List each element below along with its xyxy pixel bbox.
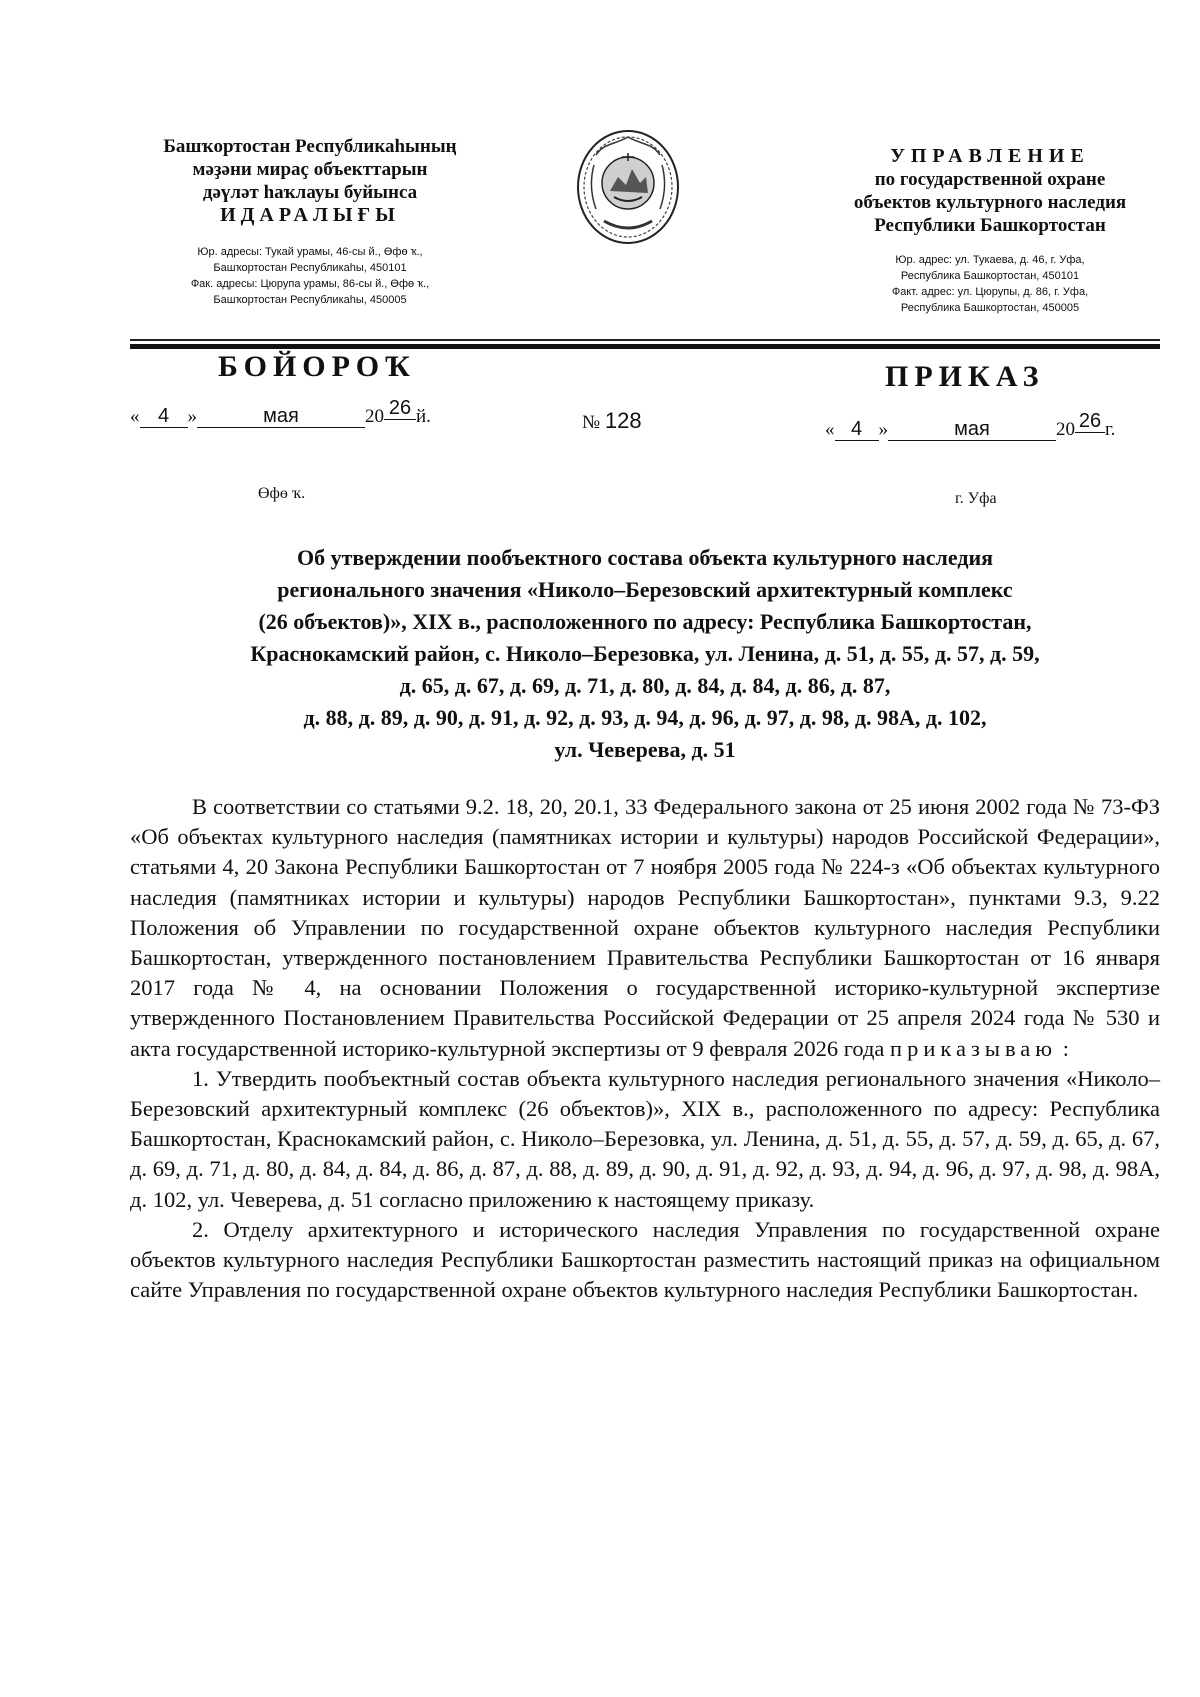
date-close-quote: » — [187, 406, 197, 427]
heading-bashkir: БОЙОРОҠ — [218, 350, 416, 383]
date-suffix: г. — [1105, 419, 1116, 440]
city-bashkir: Өфө ҡ. — [258, 485, 306, 502]
bashkir-name-line: дәүләт һаҡлауы буйынса — [202, 182, 418, 203]
title-line: ул. Чеверева, д. 51 — [554, 737, 736, 762]
header-rule-thick — [130, 344, 1160, 349]
date-close-quote: » — [878, 419, 888, 440]
russian-name-spaced: УПРАВЛЕНИЕ — [890, 145, 1090, 167]
bashkir-agency-name — [110, 135, 510, 227]
bashkir-address-line: Фак. адресы: Цюрупа урамы, 86-сы й., Өфө ҡ., — [190, 278, 430, 290]
russian-agency-name — [800, 145, 1180, 237]
date-year: 26 — [384, 397, 416, 420]
heading-russian: ПРИКАЗ — [885, 360, 1045, 393]
bashkir-address-line: Башҡортостан Республикаһы, 450101 — [213, 262, 407, 274]
document-body — [130, 792, 1160, 1305]
number-label: № — [582, 412, 601, 433]
russian-name-line: по государственной охране — [874, 169, 1106, 190]
russian-address-line: Факт. адрес: ул. Цюрупы, д. 86, г. Уфа, — [891, 286, 1089, 298]
bashkir-address-line: Юр. адресы: Тукай урамы, 46-сы й., Өфө ҡ., — [197, 246, 423, 258]
date-month: мая — [888, 418, 1056, 441]
coat-of-arms-icon — [574, 125, 682, 247]
russian-name-line: Республики Башкортостан — [874, 215, 1106, 236]
date-month: мая — [197, 405, 365, 428]
date-year: 26 — [1075, 410, 1105, 433]
bashkir-name-line: Башҡортостан Республикаһының — [163, 136, 457, 157]
title-line: Об утверждении пообъектного состава объекта культурного наследия — [296, 545, 994, 570]
date-suffix: й. — [416, 406, 431, 427]
city-russian: г. Уфа — [955, 490, 997, 507]
date-open-quote: « — [825, 419, 835, 440]
russian-name-line: объектов культурного наследия — [853, 192, 1127, 213]
date-open-quote: « — [130, 406, 140, 427]
preamble-text: В соответствии со статьями 9.2. 18, 20, 20.1, 33 Федерального закона от 25 июня 2002 года № 73-ФЗ «Об объектах культурного наследия (памятниках истории и культуры) народов Российской Федерации», статьями 4, 20 Закона Республики Башкортостан от 7 ноября 2005 года № 224-з «Об объектах культурного наследия (памятниках истории и культуры) народов Республики Башкортостан», пунктами 9.3, 9.22 Положения об Управлении по государственной охране объектов культурного наследия Республики Башкортостан, утвержденного постановлением Правительства Республики Башкортостан от 16 января 2017 года № 4, на основании Положения о государственной историко-культурной экспертизе утвержденного Постановлением Правительства Российской Федерации от 25 апреля 2024 года № 530 и акта государственной историко-культурной экспертизы от 9 февраля 2026 года — [130, 794, 1160, 1061]
title-line: (26 объектов)», XIX в., расположенного по адресу: Республика Башкортостан, — [258, 609, 1032, 634]
document-title — [130, 542, 1160, 766]
order-number — [582, 408, 642, 434]
title-line: Краснокамский район, с. Николо–Березовка, ул. Ленина, д. 51, д. 55, д. 57, д. 59, — [250, 641, 1040, 666]
bashkir-name-line: мәҙәни мираҫ объекттарын — [192, 159, 428, 180]
russian-address-line: Республика Башкортостан, 450005 — [900, 302, 1080, 314]
order-colon: : — [1062, 1035, 1069, 1061]
item-2-paragraph: 2. Отделу архитектурного и исторического наследия Управления по государственной охране объектов культурного наследия Республики Башкортостан разместить настоящий приказ на официальном сайте Управления по государственной охране объектов культурного наследия Республики Башкортостан. — [130, 1216, 1160, 1303]
russian-address-line: Республика Башкортостан, 450101 — [900, 270, 1080, 282]
date-day: 4 — [835, 418, 879, 441]
bashkir-address — [130, 244, 490, 308]
preamble-paragraph — [130, 792, 1160, 1064]
date-year-prefix: 20 — [365, 406, 384, 427]
date-year-prefix: 20 — [1056, 419, 1075, 440]
number-value: 128 — [604, 408, 642, 433]
header-rule-thin — [130, 339, 1160, 341]
bashkir-address-line: Башҡортостан Республикаһы, 450005 — [213, 294, 407, 306]
title-line: д. 65, д. 67, д. 69, д. 71, д. 80, д. 84, д. 84, д. 86, д. 87, — [399, 673, 891, 698]
date-russian — [825, 410, 1116, 441]
russian-address — [800, 252, 1180, 316]
title-line: регионального значения «Николо–Березовский архитектурный комплекс — [277, 577, 1013, 602]
date-bashkir — [130, 397, 431, 428]
item-1-paragraph: 1. Утвердить пообъектный состав объекта культурного наследия регионального значения «Николо–Березовский архитектурный комплекс (26 объектов)», XIX в., расположенного по адресу: Республика Башкортостан, Краснокамский район, с. Николо–Березовка, ул. Ленина, д. 51, д. 55, д. 57, д. 59, д. 65, д. 67, д. 69, д. 71, д. 80, д. 84, д. 84, д. 86, д. 87, д. 88, д. 89, д. 90, д. 91, д. 92, д. 93, д. 94, д. 96, д. 97, д. 98, д. 98А, д. 102, ул. Чеверева, д. 51 согласно приложению к настоящему приказу. — [130, 1065, 1160, 1212]
bashkir-name-spaced: ИДАРАЛЫҒЫ — [220, 204, 400, 226]
title-line: д. 88, д. 89, д. 90, д. 91, д. 92, д. 93, д. 94, д. 96, д. 97, д. 98, д. 98А, д. 102, — [303, 705, 987, 730]
order-word: приказываю — [890, 1035, 1058, 1061]
date-day: 4 — [140, 405, 188, 428]
russian-address-line: Юр. адрес: ул. Тукаева, д. 46, г. Уфа, — [895, 254, 1085, 266]
